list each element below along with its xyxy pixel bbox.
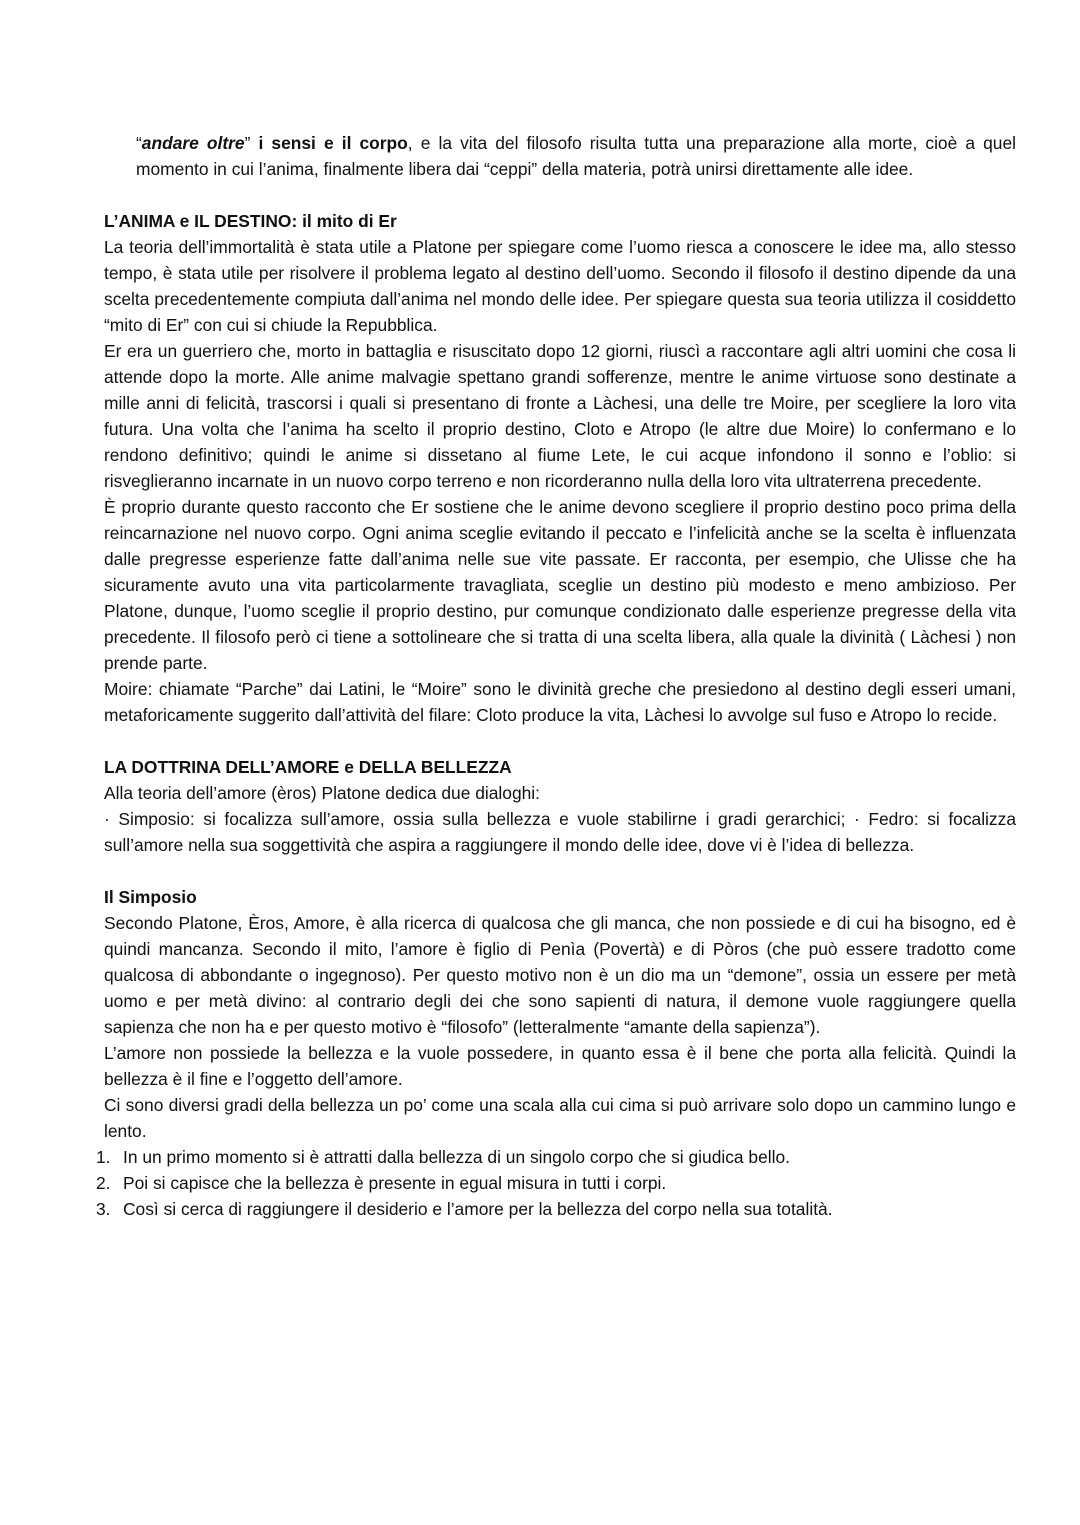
list-item <box>96 1170 1016 1196</box>
intro-rest: , e la vita del filosofo risulta tutta una preparazione alla morte, cioè a quel momento in cui l’anima, finalmente libera dai “ceppi” della materia, potrà unirsi direttamente alle idee. <box>136 133 1017 179</box>
er-paragraph: È proprio durante questo racconto che Er sostiene che le anime devono scegliere il proprio destino poco prima della reincarnazione nel nuovo corpo. Ogni anima sceglie evitando il peccato e l’infelicità anche se la scelta è influenzata dalle pregresse esperienze fatte dall’anima nelle sue vite passate. Er racconta, per esempio, che Ulisse che ha sicuramente avuto una vita particolarmente travagliata, sceglie un destino più modesto e meno ambizioso. Per Platone, dunque, l’uomo sceglie il proprio destino, pur comunque condizionato dalle esperienze pregresse della vita precedente. Il filosofo però ci tiene a sottolineare che si tratta di una scelta libera, alla quale la divinità ( Làchesi ) non prende parte. <box>104 497 1016 673</box>
er-paragraph: Er era un guerriero che, morto in battaglia e risuscitato dopo 12 giorni, riuscì a raccontare agli altri uomini che cosa li attende dopo la morte. Alle anime malvagie spettano grandi sofferenze, mentre le anime virtuose sono destinate a mille anni di felicità, trascorsi i quali si presentano di fronte a Làchesi, una delle tre Moire, per scegliere la loro vita futura. Una volta che l’anima ha scelto il proprio destino, Cloto e Atropo (le altre due Moire) lo confermano e lo rendono definitivo; quindi le anime si dissetano al fiume Lete, le cui acque infondono il sonno e l’oblio: si risveglieranno incarnate in un nuovo corpo terreno e non ricorderanno nulla della loro vita ultraterrena precedente. <box>104 341 1016 491</box>
section-heading-love: LA DOTTRINA DELL’AMORE e DELLA BELLEZZA <box>104 757 512 777</box>
list-item-number: 3. <box>96 1199 111 1219</box>
beauty-steps-list <box>96 1144 1016 1222</box>
love-paragraph: · Simposio: si focalizza sull’amore, ossia sulla bellezza e vuole stabilirne i gradi gerarchici; · Fedro: si focalizza sull’amore nella sua soggettività che aspira a raggiungere il mondo delle idee, dove vi è l’idea di bellezza. <box>104 809 1016 855</box>
document-body <box>96 130 1017 1222</box>
list-item-text: Poi si capisce che la bellezza è presente in egual misura in tutti i corpi. <box>123 1173 667 1193</box>
symposium-paragraph: Secondo Platone, Èros, Amore, è alla ricerca di qualcosa che gli manca, che non possiede e di cui ha bisogno, ed è quindi mancanza. Secondo il mito, l’amore è figlio di Penìa (Povertà) e di Pòros (che può essere tradotto come qualcosa di abbondante o ingegnoso). Per questo motivo non è un dio ma un “demone”, ossia un essere per metà uomo e per metà divino: al contrario degli dei che sono sapienti di natura, il demone vuole raggiungere quella sapienza che non ha e per questo motivo è “filosofo” (letteralmente “amante della sapienza”). <box>104 913 1016 1037</box>
er-paragraph: La teoria dell’immortalità è stata utile a Platone per spiegare come l’uomo riesca a conoscere le idee ma, allo stesso tempo, è stata utile per risolvere il problema legato al destino dell’uomo. Secondo il filosofo il destino dipende da una scelta precedentemente compiuta dall’anima nel mondo delle idee. Per spiegare questa sua teoria utilizza il cosiddetto “mito di Er” con cui si chiude la Repubblica. <box>104 237 1016 335</box>
intro-italic-phrase: andare oltre <box>141 133 245 153</box>
intro-quote-open: “ <box>136 133 142 153</box>
list-item-number: 2. <box>96 1173 111 1193</box>
moire-paragraph: Moire: chiamate “Parche” dai Latini, le “Moire” sono le divinità greche che presiedono al destino degli esseri umani, metaforicamente suggerito dall’attività del filare: Cloto produce la vita, Làchesi lo avvolge sul fuso e Atropo lo recide. <box>104 679 1016 725</box>
symposium-paragraph: L’amore non possiede la bellezza e la vuole possedere, in quanto essa è il bene che porta alla felicità. Quindi la bellezza è il fine e l’oggetto dell’amore. <box>104 1043 1016 1089</box>
intro-bold-phrase: i sensi e il corpo <box>250 133 408 153</box>
intro-paragraph <box>136 130 1016 182</box>
list-item <box>96 1196 1016 1222</box>
section-heading-er: L’ANIMA e IL DESTINO: il mito di Er <box>104 211 397 231</box>
list-item-text: Così si cerca di raggiungere il desiderio e l’amore per la bellezza del corpo nella sua totalità. <box>123 1199 833 1219</box>
list-item-number: 1. <box>96 1147 111 1167</box>
symposium-paragraph: Ci sono diversi gradi della bellezza un po’ come una scala alla cui cima si può arrivare solo dopo un cammino lungo e lento. <box>104 1095 1016 1141</box>
list-item <box>96 1144 1016 1170</box>
list-item-text: In un primo momento si è attratti dalla bellezza di un singolo corpo che si giudica bello. <box>123 1147 791 1167</box>
section-heading-symposium: Il Simposio <box>104 887 197 907</box>
love-paragraph: Alla teoria dell’amore (èros) Platone dedica due dialoghi: <box>104 783 540 803</box>
intro-quote-close: ” <box>244 133 251 153</box>
